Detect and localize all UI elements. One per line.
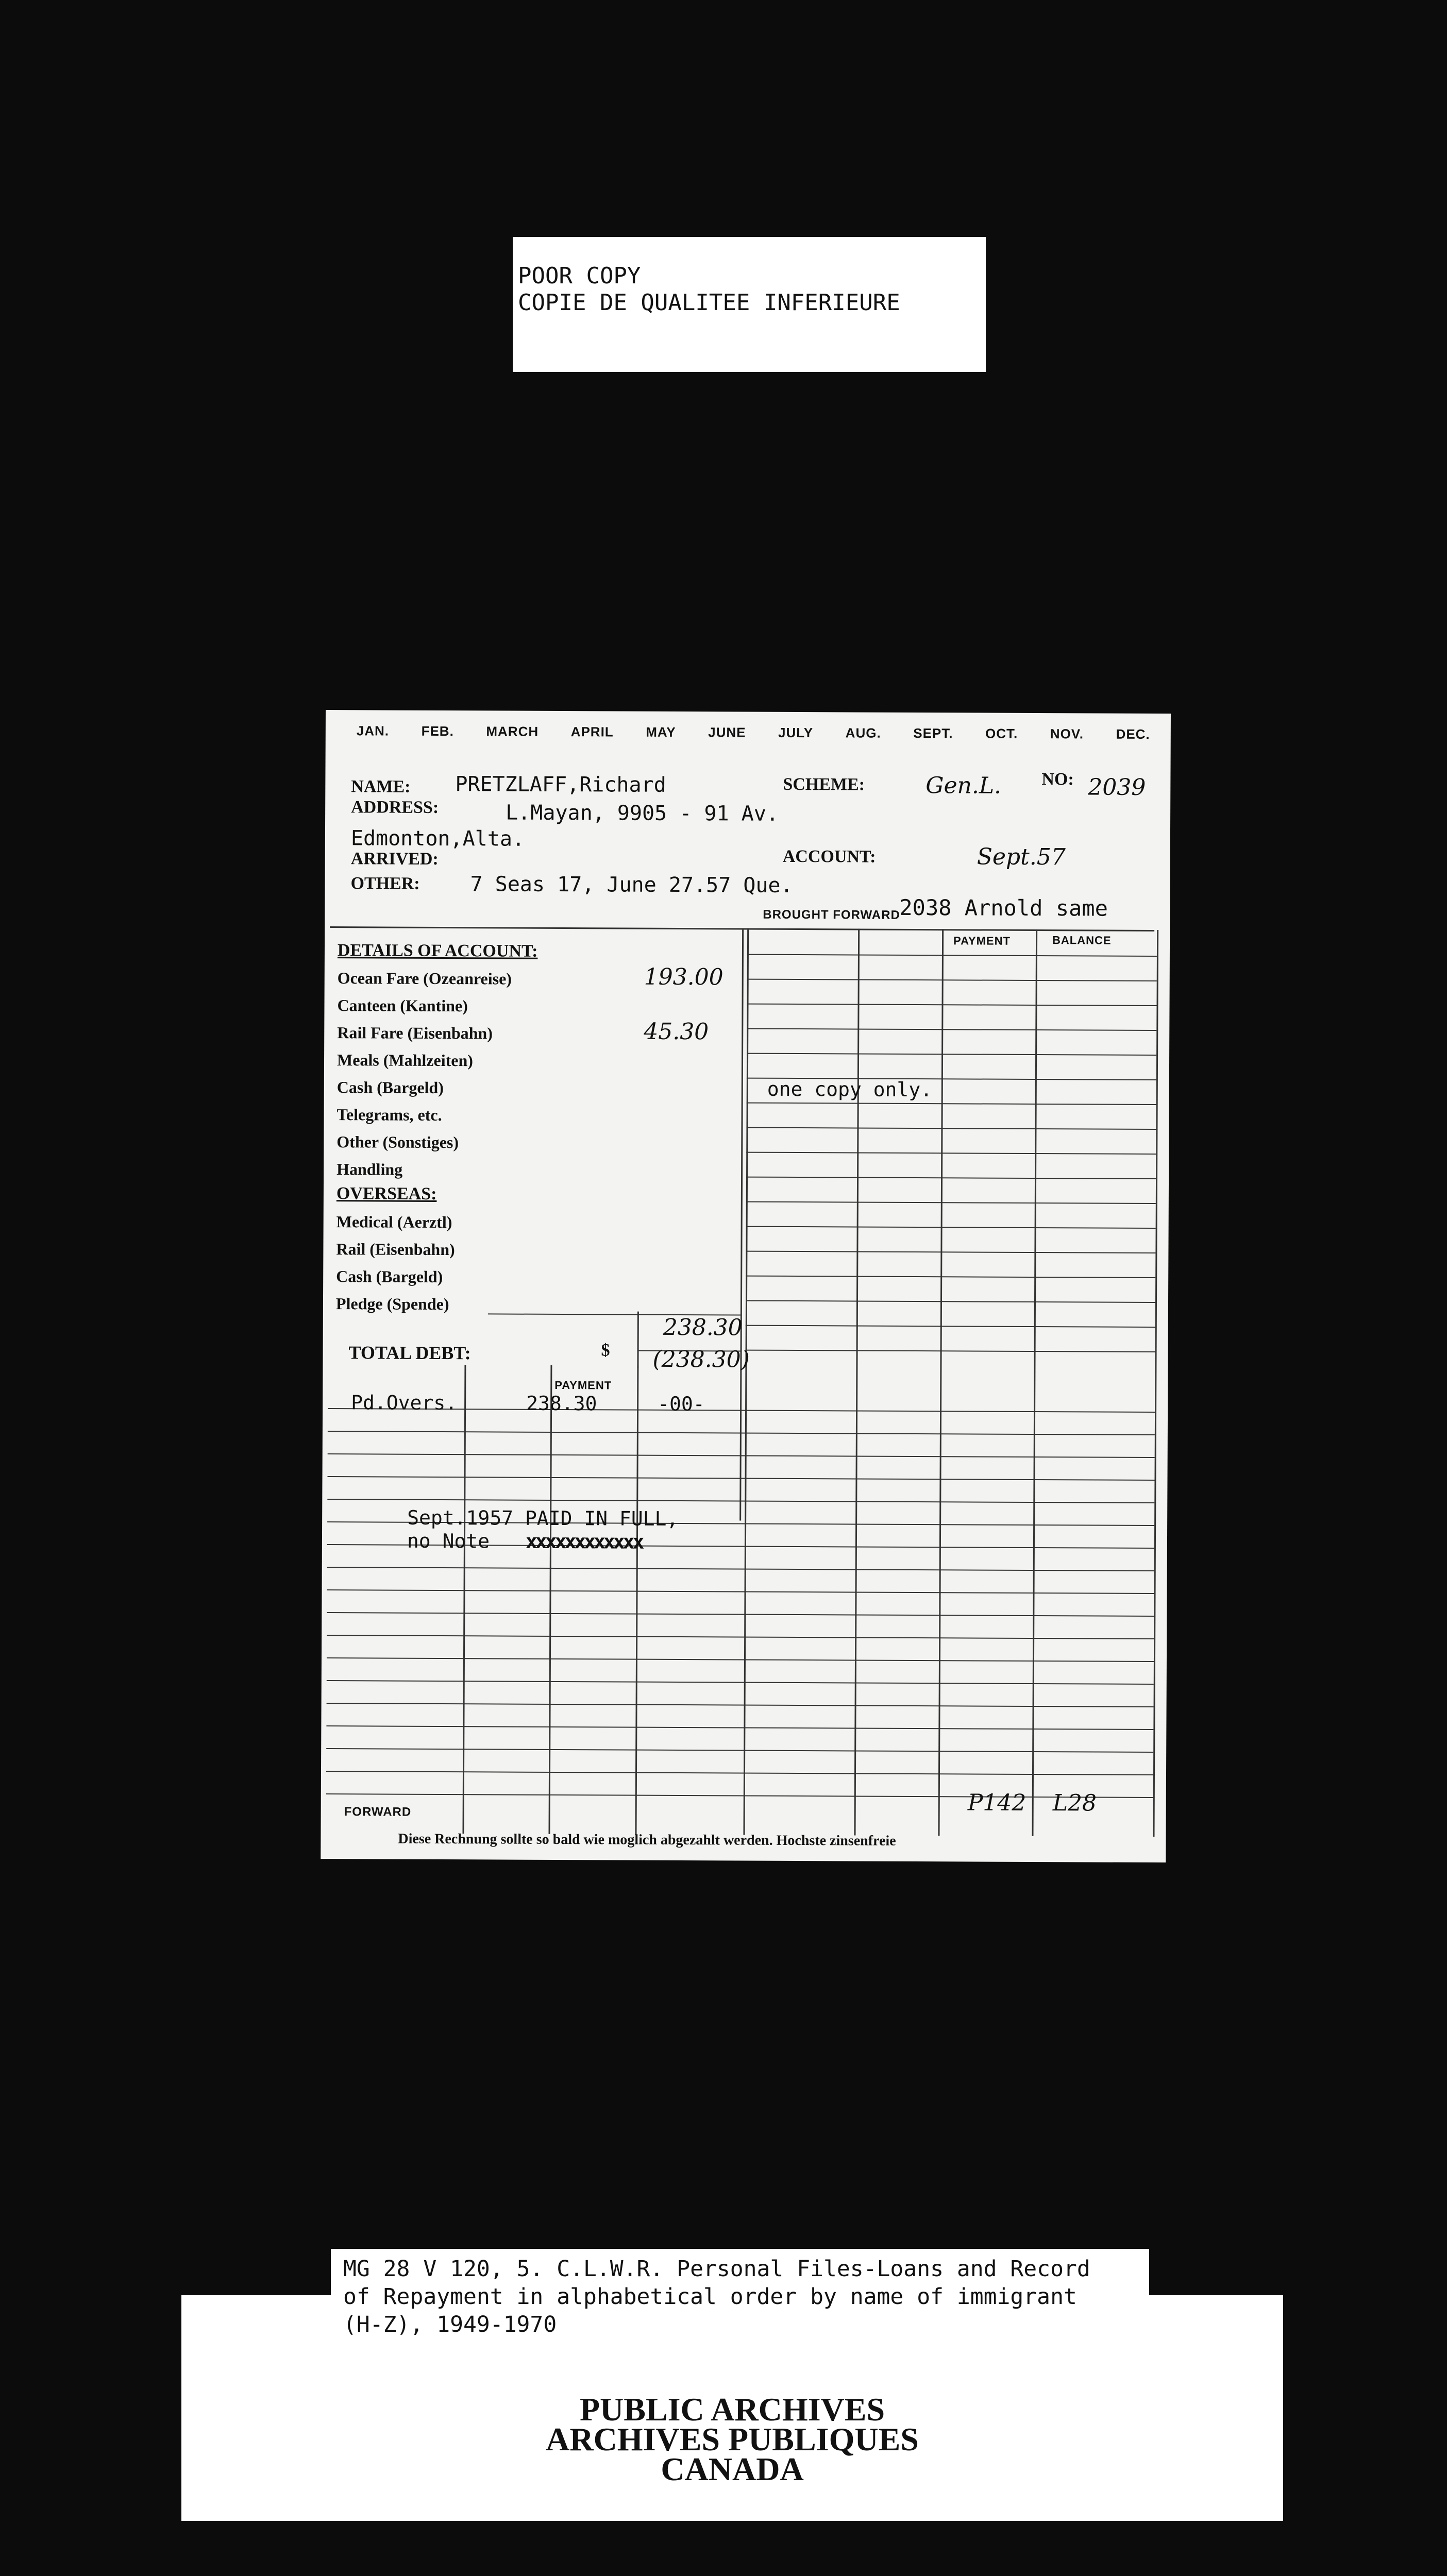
overseas-label-3: Pledge (Spende) bbox=[335, 1294, 449, 1314]
file-ref-1: P142 bbox=[967, 1789, 1027, 1816]
month-11: DEC. bbox=[1116, 726, 1150, 742]
month-9: OCT. bbox=[985, 725, 1018, 741]
total-rule-left bbox=[637, 1312, 638, 1368]
address-line2: Edmonton,Alta. bbox=[350, 826, 525, 851]
name-value: PRETZLAFF,Richard bbox=[455, 772, 666, 797]
ledger-rule-upper bbox=[746, 1350, 1155, 1352]
account-value: Sept.57 bbox=[977, 843, 1066, 871]
col-rule-3 bbox=[938, 929, 944, 1836]
month-10: NOV. bbox=[1050, 726, 1084, 742]
detail-label-2: Rail Fare (Eisenbahn) bbox=[337, 1023, 493, 1043]
name-label: NAME: bbox=[351, 777, 411, 796]
scheme-label: SCHEME: bbox=[783, 774, 865, 794]
overseas-label-1: Rail (Eisenbahn) bbox=[336, 1240, 455, 1259]
dollar-sign: $ bbox=[601, 1341, 610, 1360]
ledger-rule-upper bbox=[746, 1177, 1156, 1179]
detail-label-3: Meals (Mahlzeiten) bbox=[336, 1050, 474, 1070]
total-value-paren: (238.30) bbox=[652, 1346, 750, 1373]
ledger-rule-upper bbox=[747, 1103, 1156, 1105]
poor-copy-label bbox=[513, 237, 986, 372]
detail-label-1: Canteen (Kantine) bbox=[337, 996, 468, 1015]
ledger-rule-upper bbox=[747, 1028, 1156, 1031]
brought-forward-value: 2038 Arnold same bbox=[899, 894, 1108, 921]
address-label: ADDRESS: bbox=[351, 798, 439, 817]
month-4: MAY bbox=[646, 724, 676, 740]
month-3: APRIL bbox=[570, 724, 614, 740]
upper-rules bbox=[326, 710, 1171, 714]
overseas-label-0: Medical (Aerztl) bbox=[336, 1212, 452, 1232]
payment-desc: Pd.Overs. bbox=[351, 1391, 458, 1415]
ledger-rule-lower bbox=[327, 1635, 1154, 1639]
payment-header: PAYMENT bbox=[953, 934, 1011, 947]
details-header: DETAILS OF ACCOUNT: bbox=[337, 941, 538, 961]
lower-col-2 bbox=[548, 1365, 552, 1834]
lower-rules bbox=[326, 710, 1171, 714]
archive-title-2: ARCHIVES PUBLIQUES bbox=[546, 2421, 919, 2458]
ledger-rule-upper bbox=[746, 1300, 1155, 1303]
month-1: FEB. bbox=[421, 723, 454, 739]
overseas-label-2: Cash (Bargeld) bbox=[336, 1267, 443, 1286]
detail-label-4: Cash (Bargeld) bbox=[336, 1078, 444, 1097]
total-debt-label: TOTAL DEBT: bbox=[348, 1342, 471, 1364]
one-copy-note: one copy only. bbox=[767, 1077, 933, 1101]
col-rule-1 bbox=[743, 928, 749, 1835]
ledger-rule-lower bbox=[326, 1771, 1153, 1775]
no-value: 2039 bbox=[1088, 774, 1146, 801]
col-rule-2 bbox=[854, 929, 860, 1836]
arrived-label: ARRIVED: bbox=[350, 849, 439, 869]
forward-label: FORWARD bbox=[344, 1805, 412, 1819]
account-card bbox=[321, 710, 1171, 1862]
archive-desc-line3: (H-Z), 1949-1970 bbox=[343, 2312, 557, 2337]
payment-balance: -00- bbox=[658, 1392, 705, 1416]
detail-label-6: Other (Sonstiges) bbox=[336, 1132, 459, 1152]
ledger-rule-upper bbox=[747, 1053, 1156, 1056]
archive-title-3: CANADA bbox=[661, 2451, 804, 2487]
file-ref-2: L28 bbox=[1052, 1790, 1097, 1817]
month-2: MARCH bbox=[486, 723, 539, 739]
paid-note-line1: Sept.1957 PAID IN FULL, bbox=[407, 1506, 679, 1531]
month-7: AUG. bbox=[845, 725, 881, 741]
poor-copy-line1: POOR COPY bbox=[518, 263, 641, 289]
month-5: JUNE bbox=[708, 724, 746, 740]
detail-label-0: Ocean Fare (Ozeanreise) bbox=[337, 969, 512, 988]
col-rule-5 bbox=[1153, 930, 1158, 1837]
ledger-rule-lower bbox=[327, 1703, 1154, 1707]
ledger-rule-upper bbox=[746, 1325, 1155, 1328]
brought-forward-label: BROUGHT FORWARD bbox=[763, 907, 900, 922]
ledger-rule-upper bbox=[746, 1251, 1155, 1253]
detail-box-right bbox=[739, 928, 744, 1521]
lower-payment-header: PAYMENT bbox=[554, 1378, 612, 1392]
ledger-rule-lower bbox=[327, 1657, 1154, 1662]
account-label: ACCOUNT: bbox=[782, 846, 876, 867]
archive-label-bottom bbox=[181, 2354, 1283, 2521]
ledger-rule-upper bbox=[747, 1004, 1157, 1006]
ledger-rule-lower bbox=[327, 1567, 1154, 1571]
detail-amount-0: 193.00 bbox=[644, 963, 724, 991]
col-rule-4 bbox=[1032, 929, 1037, 1836]
ledger-rule-lower bbox=[327, 1589, 1154, 1594]
ledger-rule-lower bbox=[327, 1680, 1154, 1685]
paid-note-struck: xxxxxxxxxxxx bbox=[525, 1530, 643, 1553]
ledger-rule-upper bbox=[747, 954, 1157, 957]
balance-header: BALANCE bbox=[1052, 934, 1112, 947]
no-label: NO: bbox=[1041, 770, 1074, 789]
other-label: OTHER: bbox=[350, 874, 420, 893]
ledger-rule-upper bbox=[747, 979, 1157, 981]
archive-desc-line2: of Repayment in alphabetical order by name of immigrant bbox=[343, 2284, 1077, 2310]
ledger-rule-lower bbox=[327, 1612, 1154, 1617]
lower-col-3 bbox=[635, 1366, 638, 1835]
ledger-rule-upper bbox=[746, 1152, 1156, 1155]
ledger-rule-lower bbox=[326, 1793, 1153, 1798]
total-value: 238.30 bbox=[663, 1314, 743, 1341]
footer-text: Diese Rechnung sollte so bald wie moglich abgezahlt werden. Hochste zinsenfreie bbox=[398, 1831, 896, 1849]
ledger-rule-upper bbox=[746, 1226, 1156, 1229]
other-value: 7 Seas 17, June 27.57 Que. bbox=[470, 872, 793, 897]
ledger-rule-upper bbox=[746, 1276, 1155, 1278]
month-8: SEPT. bbox=[913, 725, 953, 741]
archive-desc-line1: MG 28 V 120, 5. C.L.W.R. Personal Files-Loans and Record bbox=[343, 2256, 1090, 2282]
ledger-rule-lower bbox=[326, 1748, 1153, 1753]
payment-amount: 238.30 bbox=[526, 1392, 597, 1415]
ledger-rule-lower bbox=[326, 1725, 1153, 1730]
ledger-rule-upper bbox=[746, 1201, 1156, 1204]
ledger-rule-upper bbox=[746, 1127, 1156, 1130]
overseas-header: OVERSEAS: bbox=[336, 1184, 437, 1204]
archive-title-1: PUBLIC ARCHIVES bbox=[579, 2391, 885, 2428]
detail-amount-2: 45.30 bbox=[644, 1018, 709, 1045]
archive-label bbox=[331, 2249, 1149, 2360]
month-6: JULY bbox=[778, 724, 814, 741]
lower-col-1 bbox=[462, 1365, 466, 1834]
poor-copy-line2: COPIE DE QUALITEE INFERIEURE bbox=[518, 290, 900, 316]
detail-label-5: Telegrams, etc. bbox=[336, 1105, 442, 1124]
month-strip bbox=[357, 723, 1150, 742]
scheme-value: Gen.L. bbox=[926, 772, 1002, 799]
address-value: L.Mayan, 9905 - 91 Av. bbox=[506, 801, 779, 826]
detail-label-7: Handling bbox=[336, 1160, 403, 1179]
month-0: JAN. bbox=[356, 723, 390, 739]
paid-note-line2: no Note bbox=[407, 1529, 490, 1553]
